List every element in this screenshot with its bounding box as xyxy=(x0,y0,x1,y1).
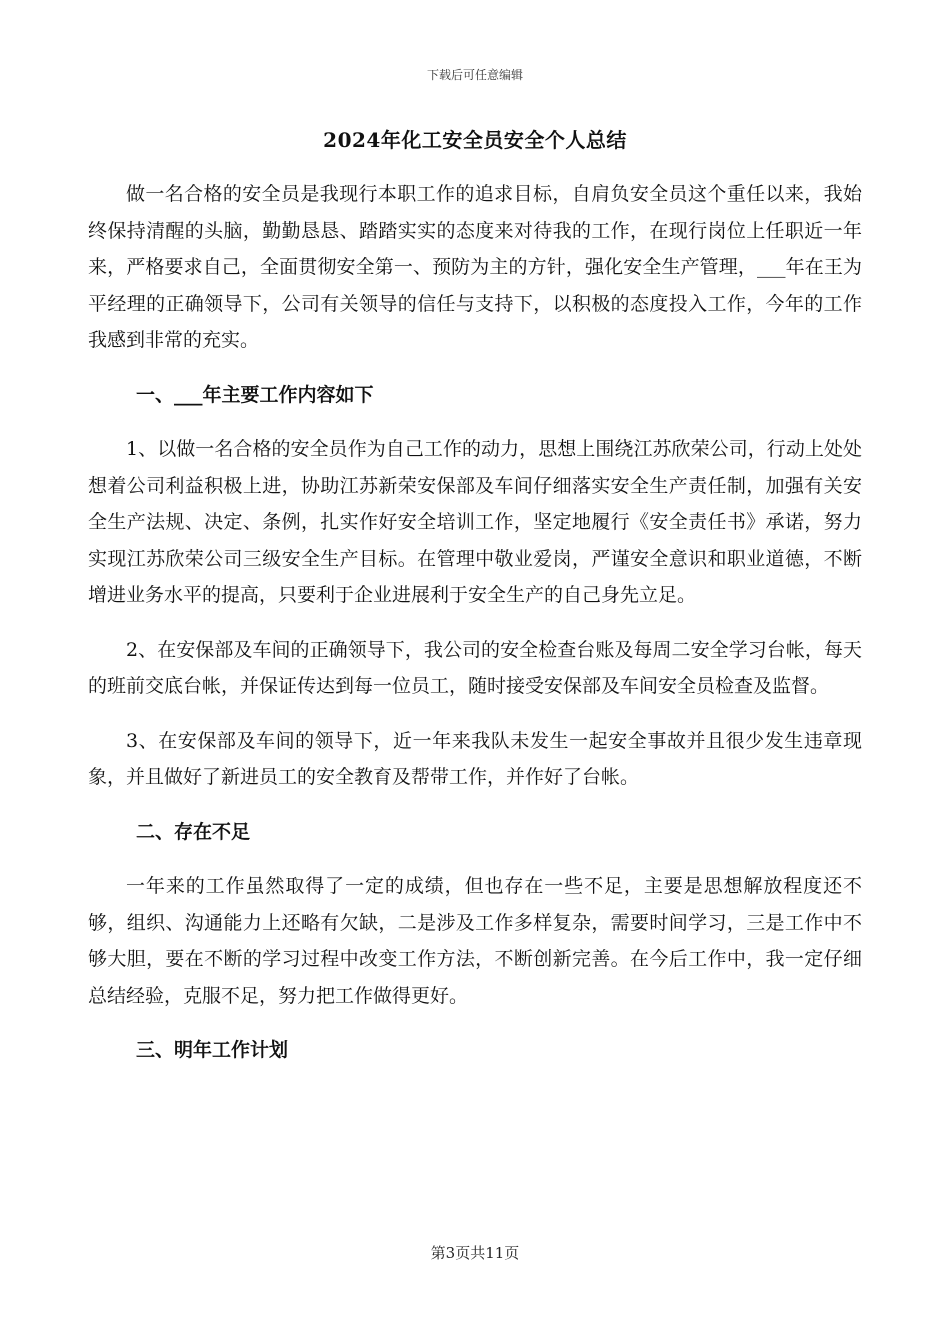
section-heading-3: 三、明年工作计划 xyxy=(136,1039,289,1061)
page-number: 第3页共11页 xyxy=(430,1244,520,1262)
section2-paragraph: 一年来的工作虽然取得了一定的成绩，但也存在一些不足，主要是思想解放程度还不够，组织、沟通能力上还略有欠缺，二是涉及工作多样复杂，需要时间学习，三是工作中不够大胆，要在不断的学习过程中改变工作方法，不断创新完善。在今后工作中，我一定仔细总结经验，克服不足，努力把工作做得更好。 xyxy=(88,875,862,1007)
section-heading-1: 一、___年主要工作内容如下 xyxy=(136,383,374,406)
document-body xyxy=(88,176,862,1087)
section1-item-2: 2、在安保部及车间的正确领导下，我公司的安全检查台账及每周二安全学习台帐，每天的班前交底台帐，并保证传达到每一位员工，随时接受安保部及车间安全员检查及监督。 xyxy=(88,638,862,697)
intro-paragraph: 做一名合格的安全员是我现行本职工作的追求目标，自肩负安全员这个重任以来，我始终保持清醒的头脑，勤勤恳恳、踏踏实实的态度来对待我的工作，在现行岗位上任职近一年来，严格要求自己，全面贯彻安全第一、预防为主的方针，强化安全生产管理，___年在王为平经理的正确领导下，公司有关领导的信任与支持下，以积极的态度投入工作，今年的工作我感到非常的充实。 xyxy=(88,183,862,351)
document-title: 2024年化工安全员安全个人总结 xyxy=(323,128,627,152)
header-note: 下载后可任意编辑 xyxy=(426,68,523,82)
section1-item-1: 1、以做一名合格的安全员作为自己工作的动力，思想上围绕江苏欣荣公司，行动上处处想着公司利益积极上进，协助江苏新荣安保部及车间仔细落实安全生产责任制，加强有关安全生产法规、决定、条例，扎实作好安全培训工作，坚定地履行《安全责任书》承诺，努力实现江苏欣荣公司三级安全生产目标。在管理中敬业爱岗，严谨安全意识和职业道德，不断增进业务水平的提高，只要利于企业进展利于安全生产的自己身先立足。 xyxy=(88,438,862,606)
section-heading-2: 二、存在不足 xyxy=(136,820,251,843)
section1-item-3: 3、在安保部及车间的领导下，近一年来我队未发生一起安全事故并且很少发生违章现象，并且做好了新进员工的安全教育及帮带工作，并作好了台帐。 xyxy=(88,729,862,788)
